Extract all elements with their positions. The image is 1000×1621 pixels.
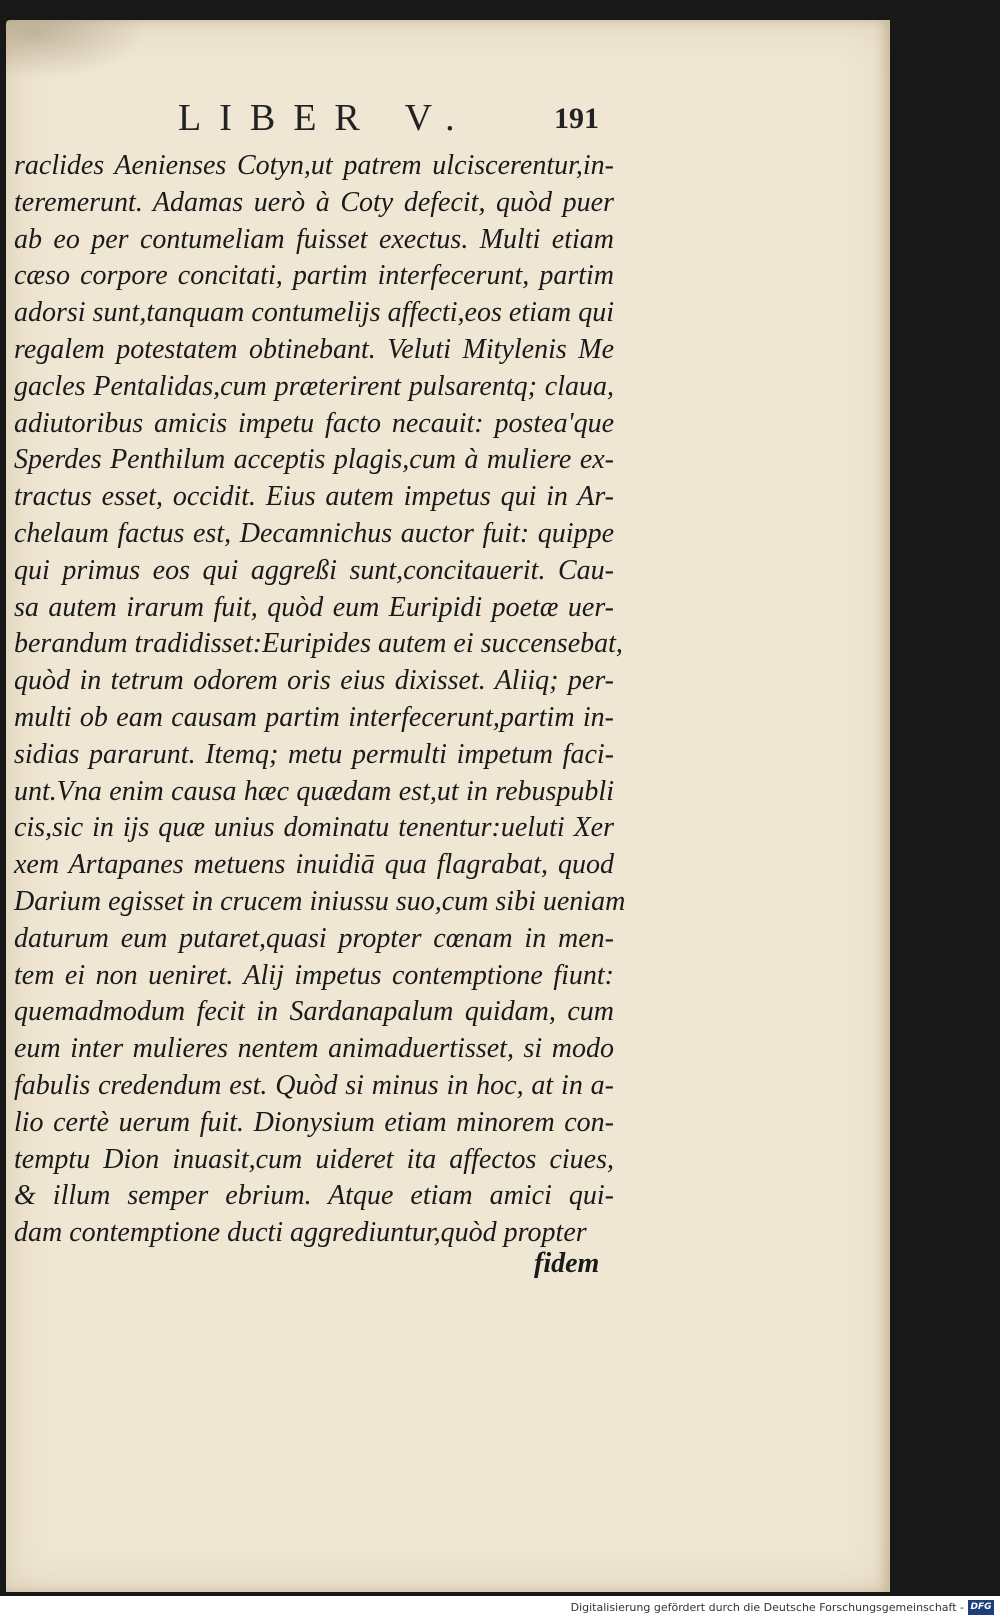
- text-line: daturum eum putaret,quasi propter cœnam in men-: [14, 922, 614, 954]
- running-head: LIBER V.: [178, 97, 473, 139]
- page-number: 191: [554, 102, 599, 135]
- text-line: regalem potestatem obtinebant. Veluti Mitylenis Me: [14, 333, 614, 365]
- text-line: tem ei non ueniret. Alij impetus contemptione fiunt:: [14, 959, 614, 991]
- dfg-logo-icon: DFG: [968, 1600, 994, 1615]
- text-line: xem Artapanes metuens inuidiā qua flagrabat, quod: [14, 849, 614, 881]
- catchword: fidem: [534, 1248, 600, 1279]
- text-line: cis,sic in ijs quæ unius dominatu tenentur:ueluti Xer: [14, 812, 614, 844]
- text-line: sidias pararunt. Itemq; metu permulti impetum faci-: [14, 738, 614, 770]
- footer-bar: [0, 1596, 1000, 1621]
- text-line: cæso corpore concitati, partim interfecerunt, partim: [14, 260, 614, 292]
- text-line: & illum semper ebrium. Atque etiam amici qui-: [14, 1180, 614, 1212]
- text-line: teremerunt. Adamas uerò à Coty defecit, quòd puer: [14, 186, 614, 218]
- text-line: adorsi sunt,tanquam contumelijs affecti,eos etiam qui: [14, 297, 614, 329]
- text-line: fabulis credendum est. Quòd si minus in hoc, at in a-: [14, 1069, 614, 1101]
- text-line: Darium egisset in crucem iniussu suo,cum sibi ueniam: [14, 885, 626, 917]
- text-line: unt.Vna enim causa hæc quædam est,ut in rebuspubli: [14, 775, 614, 807]
- text-line: quòd in tetrum odorem oris eius dixisset. Aliiq; per-: [14, 665, 614, 697]
- text-line: temptu Dion inuasit,cum uideret ita affectos ciues,: [14, 1143, 614, 1175]
- text-line: berandum tradidisset:Euripides autem ei succensebat,: [14, 628, 623, 660]
- text-line: multi ob eam causam partim interfecerunt,partim in-: [14, 701, 614, 733]
- book-page: [6, 20, 890, 1592]
- text-line: raclides Aenienses Cotyn,ut patrem ulciscerentur,in-: [14, 150, 614, 181]
- funding-credit: Digitalisierung gefördert durch die Deutsche Forschungsgemeinschaft -: [570, 1601, 964, 1614]
- text-line: chelaum factus est, Decamnichus auctor fuit: quippe: [14, 517, 614, 549]
- text-line: Sperdes Penthilum acceptis plagis,cum à muliere ex-: [14, 444, 614, 476]
- text-line: eum inter mulieres nentem animaduertisset, si modo: [14, 1033, 614, 1065]
- body-text: [14, 148, 626, 1252]
- text-line: sa autem irarum fuit, quòd eum Euripidi poetæ uer-: [14, 591, 614, 623]
- text-line: lio certè uerum fuit. Dionysium etiam minorem con-: [14, 1106, 614, 1138]
- text-line: qui primus eos qui aggreßi sunt,concitauerit. Cau-: [14, 554, 614, 586]
- text-line: tractus esset, occidit. Eius autem impetus qui in Ar-: [14, 481, 614, 513]
- text-line: gacles Pentalidas,cum præterirent pulsarentq; claua,: [14, 370, 614, 402]
- text-line: dam contemptione ducti aggrediuntur,quòd propter: [14, 1217, 587, 1249]
- text-line: ab eo per contumeliam fuisset exectus. Multi etiam: [14, 223, 614, 255]
- text-line: quemadmodum fecit in Sardanapalum quidam, cum: [14, 996, 614, 1028]
- text-line: adiutoribus amicis impetu facto necauit: postea'que: [14, 407, 614, 439]
